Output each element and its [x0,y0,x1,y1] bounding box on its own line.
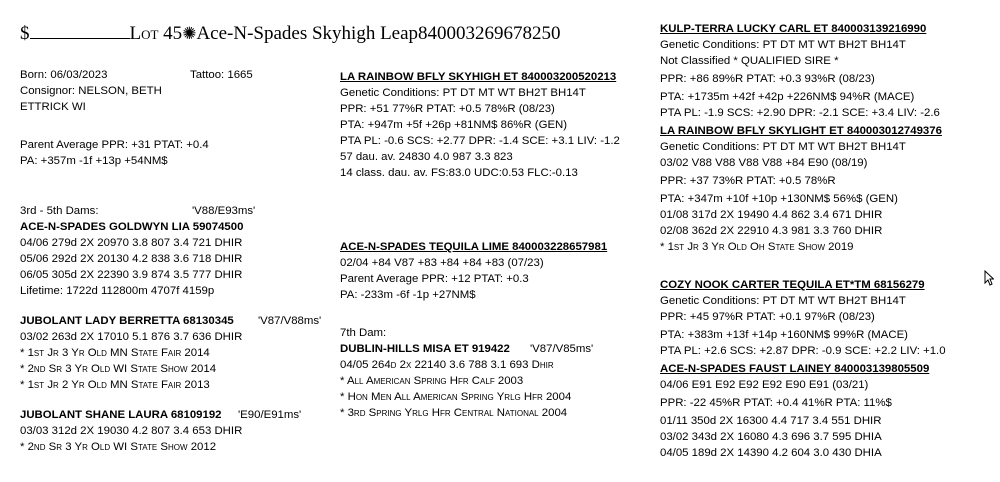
lot-number: Lot 45 [129,23,183,44]
sire-name: LA RAINBOW BFLY SKYHIGH ET 840003200520213 [340,71,617,83]
dam-record: 06/05 305d 2X 22390 3.9 874 3.5 777 DHIR [20,269,243,281]
pta-pl-text: PTA PL: -0.6 SCS: +2.77 DPR: -1.4 SCE: +3.1 LIV: -1.2 [340,135,620,147]
dam-award: * Hon Men All American Spring Yrlg Hfr 2004 [340,391,572,403]
ppr-text: PPR: -22 45%R PTAT: +0.4 41%R PTA: 11%$ [660,397,892,409]
tattoo-text: Tattoo: 1665 [190,69,253,81]
dam-record: 01/11 350d 2X 16300 4.4 717 3.4 551 DHIR [660,415,882,427]
mouse-cursor-icon [984,270,994,286]
dam-record: 02/08 362d 2X 22910 4.3 981 3.3 760 DHIR [660,225,883,237]
ppr-text: PPR: +51 77%R PTAT: +0.5 78%R (08/23) [340,103,555,115]
dam-lifetime: Lifetime: 1722d 112800m 4707f 4159p [20,285,215,297]
dam-score: 'E90/E91ms' [238,409,302,421]
dam-award: * 1st Jr 3 Yr Old Oh State Show 2019 [660,241,854,253]
sire-name: COZY NOOK CARTER TEQUILA ET*TM 68156279 [660,279,925,291]
classified-daughters: 14 class. dau. av. FS:83.0 UDC:0.53 FLC:-0.13 [340,167,578,179]
dam-score: 'V87/V88ms' [258,315,322,327]
classification-record: 02/04 +84 V87 +83 +84 +84 +83 (07/23) [340,257,544,269]
dam-record: 04/05 264d 2x 22140 3.6 788 3.1 693 Dhir [340,359,554,371]
parent-pa-text: PA: +357m -1f +13p +54NM$ [20,155,168,167]
classification-text: Not Classified * QUALIFIED SIRE * [660,55,839,67]
genetic-conditions: Genetic Conditions: PT DT MT WT BH2T BH14T [660,141,906,153]
pta-text: PTA: +347m +10f +10p +130NM$ 56%$ (GEN) [660,193,898,205]
dam-award: * 3rd Spring Yrlg Hfr Central National 2004 [340,407,568,419]
dam-record: 03/02 263d 2X 17010 5.1 876 3.7 636 DHIR [20,331,243,343]
parent-ppr-text: Parent Average PPR: +12 PTAT: +0.3 [340,273,529,285]
price-dollar-sign: $ [20,23,30,44]
dam-name: ACE-N-SPADES TEQUILA LIME 840003228657981 [340,241,608,253]
dam-name: JUBOLANT LADY BERRETTA 68130345 [20,315,234,327]
pta-pl-text: PTA PL: -1.9 SCS: +2.90 DPR: -2.1 SCE: +3.4 LIV: -2.6 [660,107,940,119]
dam-record: 05/06 292d 2X 20130 4.2 838 3.6 718 DHIR [20,253,243,265]
dam-award: * 1st Jr 2 Yr Old MN State Fair 2013 [20,379,210,391]
parent-ppr-text: Parent Average PPR: +31 PTAT: +0.4 [20,139,209,151]
dam-award: * 2nd Sr 3 Yr Old WI State Show 2012 [20,441,217,453]
parent-pa-text: PA: -233m -6f -1p +27NM$ [340,289,476,301]
dams-label: 3rd - 5th Dams: [20,205,99,217]
consignor-text: Consignor: NELSON, BETH [20,85,162,97]
dam-name: ACE-N-SPADES FAUST LAINEY 840003139805509 [660,363,930,375]
dam-record: 03/03 312d 2X 19030 4.2 807 3.4 653 DHIR [20,425,243,437]
born-text: Born: 06/03/2023 [20,69,108,81]
lot-header [20,22,561,46]
pta-text: PTA: +947m +5f +26p +81NM$ 86%R (GEN) [340,119,568,131]
classification-record: 04/06 E91 E92 E92 E92 E90 E91 (03/21) [660,379,869,391]
ppr-text: PPR: +37 73%R PTAT: +0.5 78%R [660,175,836,187]
dam-name: JUBOLANT SHANE LAURA 68109192 [20,409,222,421]
pta-pl-text: PTA PL: +2.6 SCS: +2.87 DPR: -0.9 SCE: +2.2 LIV: +1.0 [660,345,946,357]
dam-award: * 2nd Sr 3 Yr Old WI State Show 2014 [20,363,217,375]
dam-award: * All American Spring Hfr Calf 2003 [340,375,524,387]
dam-score: 'V87/V85ms' [530,343,594,355]
pta-text: PTA: +383m +13f +14p +160NM$ 99%R (MACE) [660,329,908,341]
dam7-label: 7th Dam: [340,327,387,339]
animal-id: 840003269678250 [418,23,561,44]
ppr-text: PPR: +86 89%R PTAT: +0.3 93%R (08/23) [660,73,875,85]
dam-name: ACE-N-SPADES GOLDWYN LIA 59074500 [20,221,244,233]
sire-name: KULP-TERRA LUCKY CARL ET 840003139216990 [660,23,927,35]
daughter-average: 57 dau. av. 24830 4.0 987 3.3 823 [340,151,513,163]
genetic-conditions: Genetic Conditions: PT DT MT WT BH2T BH14T [660,39,906,51]
dams-score: 'V88/E93ms' [192,205,256,217]
dam-award: * 1st Jr 3 Yr Old MN State Fair 2014 [20,347,210,359]
location-text: ETTRICK WI [20,101,86,113]
pta-text: PTA: +1735m +42f +42p +226NM$ 94%R (MACE) [660,91,915,103]
genetic-conditions: Genetic Conditions: PT DT MT WT BH2T BH14T [660,295,906,307]
dam-name: LA RAINBOW BFLY SKYLIGHT ET 840003012749376 [660,125,942,137]
dam-record: 04/05 189d 2X 14390 4.2 604 3.0 430 DHIA [660,447,882,459]
price-blank-line [30,22,130,39]
classification-record: 03/02 V88 V88 V88 V88 +84 E90 (08/19) [660,157,868,169]
genetic-conditions: Genetic Conditions: PT DT MT WT BH2T BH14T [340,87,586,99]
dam-record: 01/08 317d 2X 19490 4.4 862 3.4 671 DHIR [660,209,883,221]
animal-name: Ace-N-Spades Skyhigh Leap [196,23,419,44]
dam-record: 03/02 343d 2X 16080 4.3 696 3.7 595 DHIA [660,431,882,443]
dam-name: DUBLIN-HILLS MISA ET 919422 [340,343,510,355]
ppr-text: PPR: +45 97%R PTAT: +0.1 97%R (08/23) [660,311,875,323]
flower-icon: ✺ [182,24,197,43]
dam-record: 04/06 279d 2X 20970 3.8 807 3.4 721 DHIR [20,237,243,249]
